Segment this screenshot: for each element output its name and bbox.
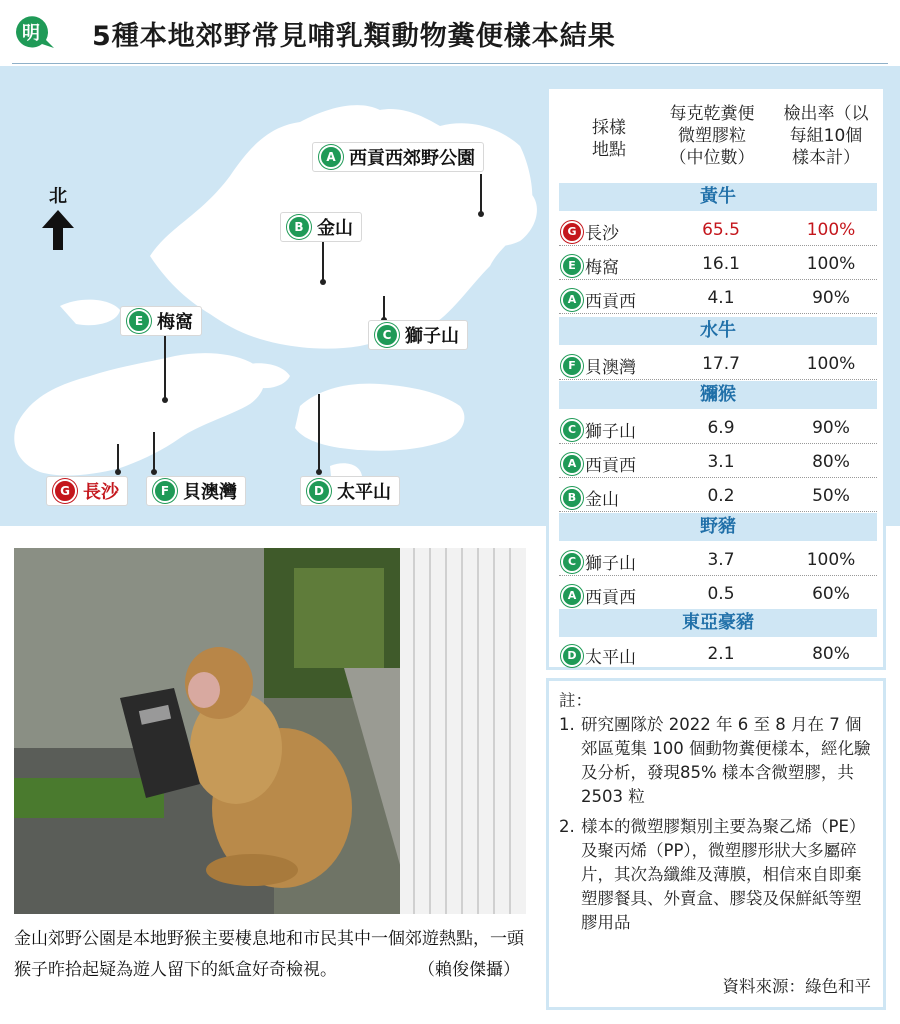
detection-rate: 100% [806,550,856,570]
detection-rate: 90% [812,418,850,438]
detection-rate: 90% [812,288,850,308]
detection-rate: 100% [806,220,856,240]
location-name: 長沙 [83,482,119,503]
category-wild-boar: 野豬 [559,513,877,541]
notes-box [546,678,886,1010]
detection-rate: 100% [806,254,856,274]
caption-text: 金山郊野公園是本地野猴主要棲息地和市民其中一個郊遊熱點，一頭猴子昨拾起疑為遊人留下的紙盒好奇檢視。 [14,929,524,980]
location-name: 獅子山 [405,326,459,347]
site-badge: B [561,487,583,509]
note-number: 1. [559,715,575,734]
header-site [559,117,659,161]
notes-label: 註： [559,691,592,710]
site-badge: A [561,453,583,475]
table-row [559,281,877,314]
location-name: 貝澳灣 [183,482,237,503]
site-badge: C [561,419,583,441]
table-row [559,445,877,478]
location-name: 梅窩 [157,312,193,333]
site-cell [561,643,636,668]
page-title: 5種本地郊野常見哺乳類動物糞便樣本結果 [92,21,616,52]
header-line: 每克乾糞便 [669,104,755,124]
table-row [559,411,877,444]
median-value: 3.7 [707,550,735,570]
badge-d: D [307,479,331,503]
table-row [559,577,877,610]
results-table [546,86,886,670]
badge-e: E [127,309,151,333]
note-number: 2. [559,817,575,836]
location-e [120,306,202,336]
header-line: 採樣 [592,118,626,138]
site-cell [561,549,636,574]
north-label: 北 [49,186,67,207]
site-name: 西貢西 [585,588,636,608]
site-name: 西貢西 [585,292,636,312]
median-value: 6.9 [707,418,735,438]
site-cell [561,287,636,312]
header-divider [12,63,888,64]
location-name: 西貢西郊野公園 [349,148,475,169]
logo-text: 明 [22,23,40,44]
site-name: 獅子山 [585,422,636,442]
badge-g: G [53,479,77,503]
site-badge: C [561,551,583,573]
detection-rate: 100% [806,354,856,374]
detection-rate: 60% [812,584,850,604]
header-line: 樣本計） [792,148,860,168]
north-arrow-icon [36,208,80,252]
location-name: 太平山 [337,482,391,503]
site-cell [561,451,636,476]
data-source: 資料來源：綠色和平 [722,977,871,996]
table-row [559,247,877,280]
site-cell [561,485,619,510]
median-value: 16.1 [702,254,740,274]
site-badge: E [561,255,583,277]
header-line: （中位數） [669,148,755,168]
pin-a [480,174,482,214]
table-row [559,479,877,512]
site-cell [561,417,636,442]
badge-f: F [153,479,177,503]
category-buffalo: 水牛 [559,317,877,345]
badge-a: A [319,145,343,169]
header-median [653,103,771,169]
site-name: 梅窩 [585,258,619,278]
note-item [559,713,873,809]
pin-d [318,394,320,472]
header-line: 地點 [592,140,626,160]
header-line: 檢出率（以 [783,104,869,124]
table-row [559,543,877,576]
site-name: 西貢西 [585,456,636,476]
location-b [280,212,362,242]
site-name: 貝澳灣 [585,358,636,378]
note-text: 樣本的微塑膠類別主要為聚乙烯（PE）及聚丙烯（PP），微塑膠形狀大多屬碎片，其次為纖維及薄膜，相信來自即棄塑膠餐具、外賣盒、膠袋及保鮮紙等塑膠用品 [581,817,866,932]
median-value: 0.5 [707,584,735,604]
median-value: 4.1 [707,288,735,308]
note-text: 研究團隊於 2022 年 6 至 8 月在 7 個郊區蒐集 100 個動物糞便樣本，經化驗及分析，發現85% 樣本含微塑膠，共2503 粒 [581,715,871,806]
category-macaque: 獼猴 [559,381,877,409]
table-row [559,347,877,380]
site-badge: A [561,289,583,311]
pin-b [322,242,324,282]
photographer-credit: （賴俊傑攝） [418,960,520,980]
site-badge: F [561,355,583,377]
site-name: 長沙 [585,224,619,244]
header-line: 每組10個 [789,126,863,146]
site-badge: G [561,221,583,243]
location-c [368,320,468,350]
header-line: 微塑膠粒 [678,126,746,146]
table-row [559,213,877,246]
median-value: 3.1 [707,452,735,472]
pin-g [117,444,119,472]
detection-rate: 80% [812,644,850,664]
site-name: 獅子山 [585,554,636,574]
note-item [559,815,873,935]
detection-rate: 80% [812,452,850,472]
site-cell [561,583,636,608]
pin-e [164,336,166,400]
ming-pao-logo [12,12,56,52]
location-d [300,476,400,506]
location-name: 金山 [317,218,353,239]
photo-caption [14,924,526,986]
site-cell [561,219,619,244]
median-value: 0.2 [707,486,735,506]
monkey-photo-illustration [14,548,526,914]
header-rate [771,103,881,169]
location-a [312,142,484,172]
detection-rate: 50% [812,486,850,506]
site-name: 太平山 [585,648,636,668]
badge-b: B [287,215,311,239]
header [0,0,900,64]
pin-c [383,296,385,320]
site-badge: D [561,645,583,667]
location-f [146,476,246,506]
site-badge: A [561,585,583,607]
site-cell [561,353,636,378]
site-cell [561,253,619,278]
pin-f [153,432,155,472]
monkey-photo [14,548,526,914]
category-porcupine: 東亞豪豬 [559,609,877,637]
median-value: 65.5 [702,220,740,240]
site-name: 金山 [585,490,619,510]
north-indicator [36,182,80,252]
table-row [559,637,877,669]
median-value: 2.1 [707,644,735,664]
badge-c: C [375,323,399,347]
median-value: 17.7 [702,354,740,374]
location-g [46,476,128,506]
category-cattle: 黃牛 [559,183,877,211]
